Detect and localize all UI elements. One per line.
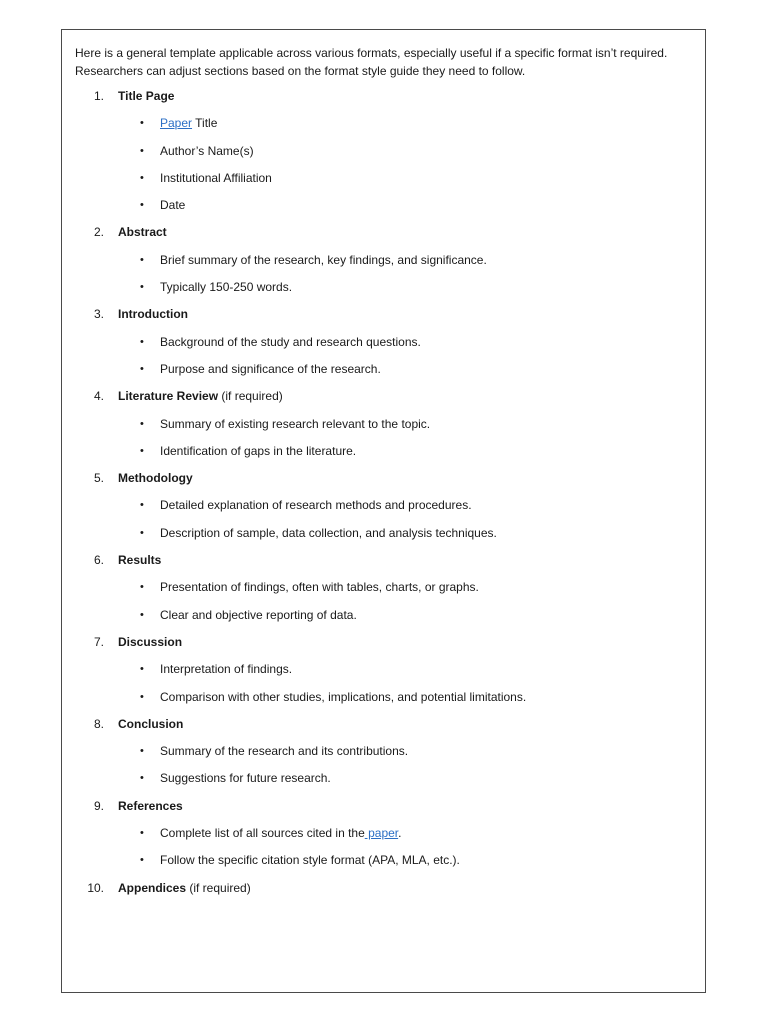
section-title: Conclusion	[118, 716, 184, 731]
bullet-text	[160, 689, 526, 705]
paper-link[interactable]: paper	[364, 826, 399, 841]
section-title: Title Page	[118, 89, 175, 103]
bullet-list	[62, 252, 705, 295]
bullet-text-part: Detailed explanation of research methods and procedures.	[160, 498, 472, 513]
section-heading	[62, 470, 705, 486]
section-item	[62, 634, 705, 705]
paper-link[interactable]: Paper	[160, 116, 193, 131]
bullet-text	[160, 416, 430, 432]
bullet-text	[160, 661, 292, 677]
bullet-text	[160, 197, 185, 213]
list-item	[62, 252, 705, 268]
section-title-note: (if required)	[218, 389, 283, 404]
section-number: 6.	[93, 553, 104, 568]
bullet-text	[160, 443, 356, 459]
bullet-dot-icon: •	[140, 117, 144, 130]
list-item	[62, 361, 705, 377]
bullet-text	[160, 743, 408, 759]
section-title-note: (if required)	[186, 880, 251, 895]
bullet-list	[62, 334, 705, 377]
bullet-text-part: Institutional Affiliation	[160, 170, 272, 185]
section-heading-text	[118, 224, 167, 240]
list-item	[62, 115, 705, 131]
bullet-text	[160, 170, 272, 186]
list-item	[62, 579, 705, 595]
section-title: Abstract	[118, 225, 167, 240]
section-item	[62, 798, 705, 869]
bullet-text	[160, 579, 479, 595]
bullet-text	[160, 525, 497, 541]
section-heading	[62, 634, 705, 650]
bullet-dot-icon: •	[140, 499, 144, 512]
bullet-text	[160, 279, 292, 295]
bullet-dot-icon: •	[140, 608, 144, 621]
bullet-text-part: Title	[192, 116, 218, 131]
bullet-text-part: Author’s Name(s)	[160, 143, 254, 158]
bullet-dot-icon: •	[140, 444, 144, 457]
bullet-text	[160, 825, 401, 841]
section-title: Appendices	[118, 880, 187, 895]
bullet-dot-icon: •	[140, 281, 144, 294]
bullet-text	[160, 115, 217, 131]
section-heading	[62, 224, 705, 240]
bullet-text	[160, 607, 357, 623]
section-heading-text	[118, 716, 183, 732]
bullet-dot-icon: •	[140, 362, 144, 375]
bullet-list	[62, 497, 705, 540]
section-number: 3.	[93, 307, 104, 322]
bullet-dot-icon: •	[140, 663, 144, 676]
bullet-list	[62, 115, 705, 213]
bullet-text-part: Identification of gaps in the literature.	[160, 443, 357, 458]
section-heading-text	[118, 88, 174, 104]
section-item	[62, 716, 705, 787]
bullet-text	[160, 497, 472, 513]
section-title: Discussion	[118, 634, 183, 649]
bullet-text-part: Purpose and significance of the research.	[160, 361, 381, 376]
section-number: 1.	[93, 89, 104, 103]
section-heading-text	[118, 880, 251, 896]
list-item	[62, 689, 705, 705]
bullet-text-part: Follow the specific citation style format (APA, MLA, etc.).	[160, 853, 460, 868]
section-heading	[62, 880, 705, 896]
bullet-dot-icon: •	[140, 745, 144, 758]
section-heading	[62, 88, 705, 104]
section-item	[62, 224, 705, 295]
bullet-dot-icon: •	[140, 144, 144, 157]
list-item	[62, 525, 705, 541]
section-item	[62, 388, 705, 459]
list-item	[62, 497, 705, 513]
list-item	[62, 661, 705, 677]
bullet-text-part: Summary of existing research relevant to the topic.	[160, 416, 431, 431]
bullet-dot-icon: •	[140, 827, 144, 840]
bullet-text	[160, 361, 381, 377]
section-number: 4.	[93, 389, 104, 404]
list-item	[62, 443, 705, 459]
section-heading-text	[118, 798, 183, 814]
list-item	[62, 852, 705, 868]
bullet-text	[160, 852, 460, 868]
list-item	[62, 825, 705, 841]
section-title: Methodology	[118, 471, 193, 486]
section-item	[62, 306, 705, 377]
bullet-text	[160, 143, 254, 159]
section-title: References	[118, 798, 183, 813]
bullet-text-part: Description of sample, data collection, and analysis techniques.	[160, 525, 497, 540]
section-heading-text	[118, 306, 188, 322]
list-item	[62, 416, 705, 432]
bullet-dot-icon: •	[140, 772, 144, 785]
document-page	[61, 29, 706, 993]
section-heading	[62, 306, 705, 322]
list-item	[62, 170, 705, 186]
intro-line-2: Researchers can adjust sections based on the format style guide they need to follow.	[75, 64, 526, 78]
list-item	[62, 334, 705, 350]
section-item	[62, 88, 705, 213]
section-heading	[62, 552, 705, 568]
section-heading	[62, 716, 705, 732]
section-item	[62, 552, 705, 623]
section-heading-text	[118, 388, 283, 404]
list-item	[62, 143, 705, 159]
bullet-dot-icon: •	[140, 335, 144, 348]
bullet-text	[160, 770, 331, 786]
bullet-text	[160, 334, 421, 350]
list-item	[62, 770, 705, 786]
bullet-text-part: Clear and objective reporting of data.	[160, 607, 357, 622]
bullet-text-part: Comparison with other studies, implications, and potential limitations.	[160, 689, 527, 704]
bullet-text-part: Typically 150-250 words.	[160, 280, 293, 295]
bullet-text-part: Interpretation of findings.	[160, 662, 293, 677]
bullet-dot-icon: •	[140, 581, 144, 594]
section-heading-text	[118, 552, 161, 568]
intro-line-1: Here is a general template applicable across various formats, especially useful if a specific format isn’t required.	[75, 46, 668, 60]
list-item	[62, 197, 705, 213]
bullet-dot-icon: •	[140, 526, 144, 539]
bullet-dot-icon: •	[140, 199, 144, 212]
bullet-text-part: .	[398, 826, 402, 841]
section-number: 2.	[93, 225, 104, 240]
bullet-text-part: Suggestions for future research.	[160, 771, 331, 786]
section-title: Results	[118, 553, 162, 568]
bullet-list	[62, 743, 705, 786]
section-title: Introduction	[118, 307, 188, 322]
section-number: 9.	[93, 798, 104, 813]
section-number: 10.	[87, 880, 104, 895]
bullet-list	[62, 416, 705, 459]
bullet-dot-icon: •	[140, 253, 144, 266]
list-item	[62, 607, 705, 623]
bullet-text-part: Presentation of findings, often with tables, charts, or graphs.	[160, 580, 479, 595]
bullet-text-part: Date	[160, 198, 186, 213]
section-item	[62, 470, 705, 541]
bullet-text-part: Complete list of all sources cited in the	[160, 826, 365, 841]
section-heading	[62, 798, 705, 814]
section-number: 7.	[93, 634, 104, 649]
section-heading	[62, 388, 705, 404]
section-number: 8.	[93, 716, 104, 731]
bullet-text	[160, 252, 487, 268]
bullet-list	[62, 661, 705, 704]
intro-paragraph	[75, 44, 695, 80]
section-item	[62, 880, 705, 896]
bullet-dot-icon: •	[140, 690, 144, 703]
bullet-list	[62, 579, 705, 622]
list-item	[62, 743, 705, 759]
section-heading-text	[118, 470, 193, 486]
bullet-list	[62, 825, 705, 868]
list-item	[62, 279, 705, 295]
bullet-text-part: Background of the study and research questions.	[160, 334, 421, 349]
bullet-text-part: Summary of the research and its contributions.	[160, 744, 409, 759]
bullet-dot-icon: •	[140, 854, 144, 867]
bullet-text-part: Brief summary of the research, key findings, and significance.	[160, 252, 487, 267]
section-number: 5.	[93, 471, 104, 486]
section-list	[62, 88, 705, 907]
section-heading-text	[118, 634, 182, 650]
section-title: Literature Review	[118, 389, 219, 404]
bullet-dot-icon: •	[140, 171, 144, 184]
bullet-dot-icon: •	[140, 417, 144, 430]
